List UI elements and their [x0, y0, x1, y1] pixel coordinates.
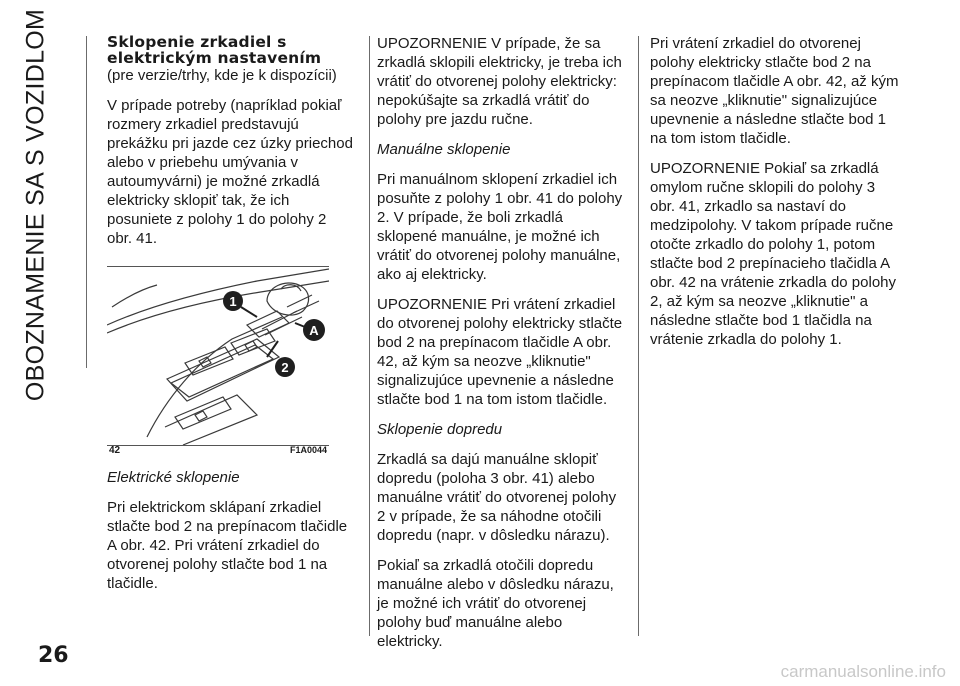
heading-line-1: Sklopenie zrkadiel s: [107, 33, 287, 51]
figure-code: F1A0044: [289, 445, 327, 455]
section-side-title: [8, 8, 63, 402]
watermark: carmanualsonline.info: [780, 662, 946, 681]
paragraph: UPOZORNENIE Pri vrátení zrkadiel do otvorenej polohy elektricky stlačte bod 2 na prepínacom tlačidle A obr. 42, až kým sa neozve „kliknutie" signalizujúce upevnenie a následne stlačte bod 1 na tom istom tlačidle.: [377, 296, 623, 408]
paragraph: Pri vrátení zrkadiel do otvorenej polohy elektricky stlačte bod 2 na prepínacom tlačidle A obr. 42, až kým sa neozve „kliknutie" signalizujúce upevnenie a následne stlačte bod 1 na tom istom tlačidle.: [650, 35, 899, 147]
figure-number: 42: [109, 445, 121, 456]
column-3: [650, 34, 902, 360]
paragraph: Zrkadlá sa dajú manuálne sklopiť dopredu (poloha 3 obr. 41) alebo manuálne vrátiť do otvorenej polohy 2 v prípade, že sa náhodne otočili dopredu (napr. v dôsledku nárazu).: [377, 451, 617, 544]
callout-a: A: [309, 323, 319, 338]
paragraph: Pokiaľ sa zrkadlá otočili dopredu manuálne alebo v dôsledku nárazu, je možné ich vrátiť do otvorenej polohy buď manuálne alebo elektricky.: [377, 557, 614, 650]
subheading: (pre verzie/trhy, kde je k dispozícii): [107, 67, 337, 84]
heading-line-2: elektrickým nastavením: [107, 49, 322, 67]
paragraph: V prípade potreby (napríklad pokiaľ rozmery zrkadiel predstavujú prekážku pri jazde cez úzky priechod alebo v priebehu umývania v autoumyvárni) je možné zrkadlá elektricky sklopiť tak, že ich posuniete z polohy 1 do polohy 2 obr. 41.: [107, 97, 353, 247]
subtitle-forward: Sklopenie dopredu: [377, 421, 503, 438]
paragraph: UPOZORNENIE V prípade, že sa zrkadlá sklopili elektricky, je treba ich vrátiť do otvorenej polohy elektricky: nepokúšajte sa zrkadlá vrátiť do polohy pre jazdu ručne.: [377, 35, 622, 128]
paragraph: Pri manuálnom sklopení zrkadiel ich posuňte z polohy 1 obr. 41 do polohy 2. V prípade, že boli zrkadlá sklopené manuálne, je možné ich vrátiť do otvorenej polohy manuálne, ako aj elektricky.: [377, 171, 623, 283]
column-divider: [638, 36, 639, 636]
side-divider: [86, 36, 87, 368]
subtitle-electric: Elektrické sklopenie: [107, 469, 240, 486]
subtitle-manual: Manuálne sklopenie: [377, 141, 511, 158]
column-1: [107, 34, 353, 604]
paragraph: UPOZORNENIE Pokiaľ sa zrkadlá omylom ručne sklopili do polohy 3 obr. 41, zrkadlo sa nastaví do medzipolohy. V takom prípade ručne otočte zrkadlo do polohy 1, potom stlačte bod 2 prepínacieho tlačidla A obr. 42 na vrátenie zrkadla do polohy 2, až kým sa neozve „kliknutie" a následne stlačte bod 1 tlačidla na vrátenie zrkadla do polohy 1.: [650, 160, 896, 348]
callout-2: 2: [281, 360, 289, 375]
column-2: [377, 34, 627, 662]
figure-42: [107, 266, 329, 456]
mirror-switch-illustration: [107, 267, 329, 445]
page-number: 26: [38, 643, 69, 668]
section-title-text: OBOZNAMENIE SA S VOZIDLOM: [21, 8, 50, 402]
column-divider: [369, 36, 370, 636]
paragraph: Pri elektrickom sklápaní zrkadiel stlačte bod 2 na prepínacom tlačidle A obr. 42. Pri vrátení zrkadiel do otvorenej polohy stlačte bod 1 na tlačidle.: [107, 499, 348, 592]
callout-1: 1: [229, 294, 237, 309]
